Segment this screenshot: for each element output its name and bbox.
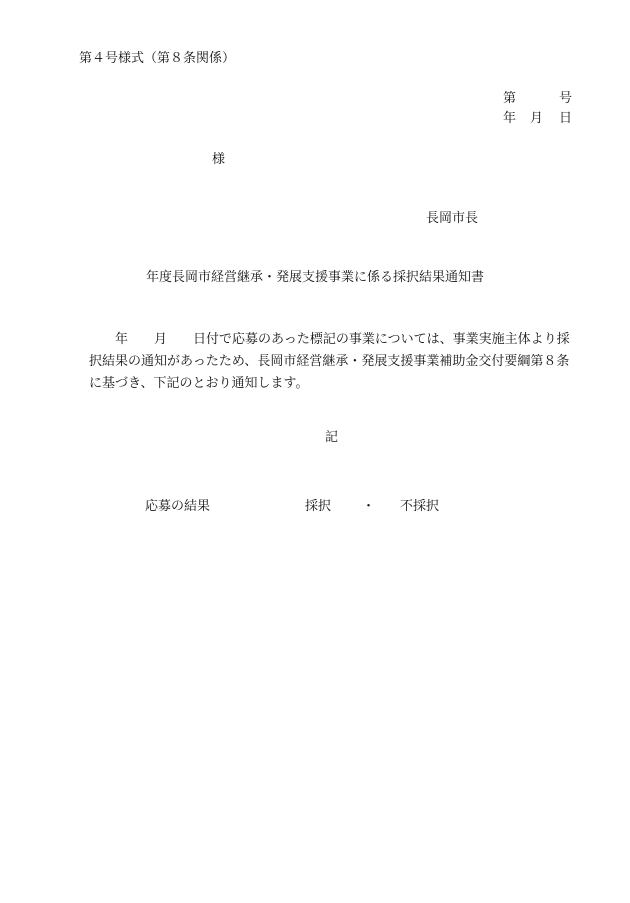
recipient-honorific: 様	[212, 152, 226, 167]
result-option-adopted: 採択	[305, 499, 332, 514]
body-paragraph	[89, 329, 586, 395]
result-option-not-adopted: 不採択	[400, 499, 440, 514]
date-year: 年	[503, 111, 517, 126]
ki-heading: 記	[325, 430, 339, 445]
date-day: 日	[559, 111, 573, 126]
date-month: 月	[530, 111, 544, 126]
document-title: 年度長岡市経営継承・発展支援事業に係る採択結果通知書	[145, 270, 484, 285]
result-label: 応募の結果	[145, 499, 211, 514]
document-number-suffix: 号	[559, 91, 573, 106]
body-line-3: に基づき、下記のとおり通知します。	[89, 376, 309, 391]
form-label: 第４号様式（第８条関係）	[79, 51, 236, 66]
document-number-prefix: 第	[503, 91, 517, 106]
body-line-2: 択結果の通知があったため、長岡市経営継承・発展支援事業補助金交付要綱第８条	[89, 354, 570, 369]
body-line-1: 年 月 日付で応募のあった標記の事業については、事業実施主体より採	[89, 332, 570, 347]
sender-name: 長岡市長	[426, 211, 479, 226]
result-separator: ・	[362, 499, 376, 514]
